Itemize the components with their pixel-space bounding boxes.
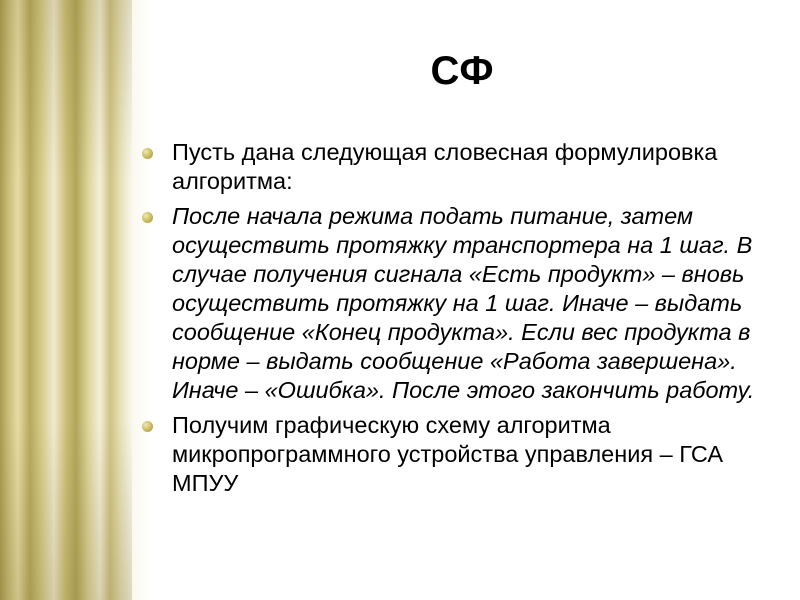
gold-drape-decoration [0, 0, 132, 600]
bullet-dot-icon [142, 421, 153, 432]
bullet-item-3 [142, 411, 774, 498]
bullet-dot-icon [142, 148, 153, 159]
bullet-item-2 [142, 202, 774, 405]
bullet-text: После начала режима подать питание, затем осуществить протяжку транспортера на 1 шаг. В случае получения сигнала «Есть продукт» – вновь осуществить протяжку на 1 шаг. Иначе – выдать сообщение «Конец продукта». Если вес продукта в норме – выдать сообщение «Работа завершена». Иначе – «Ошибка». После этого закончить работу. [172, 203, 755, 403]
bullet-dot-icon [142, 212, 153, 223]
bullet-list [142, 138, 774, 504]
bullet-text: Получим графическую схему алгоритма микропрограммного устройства управления – ГСА МПУУ [172, 412, 723, 496]
bullet-text: Пусть дана следующая словесная формулировка алгоритма: [172, 139, 718, 194]
slide-title: СФ [430, 49, 494, 93]
bullet-item-1 [142, 138, 774, 196]
